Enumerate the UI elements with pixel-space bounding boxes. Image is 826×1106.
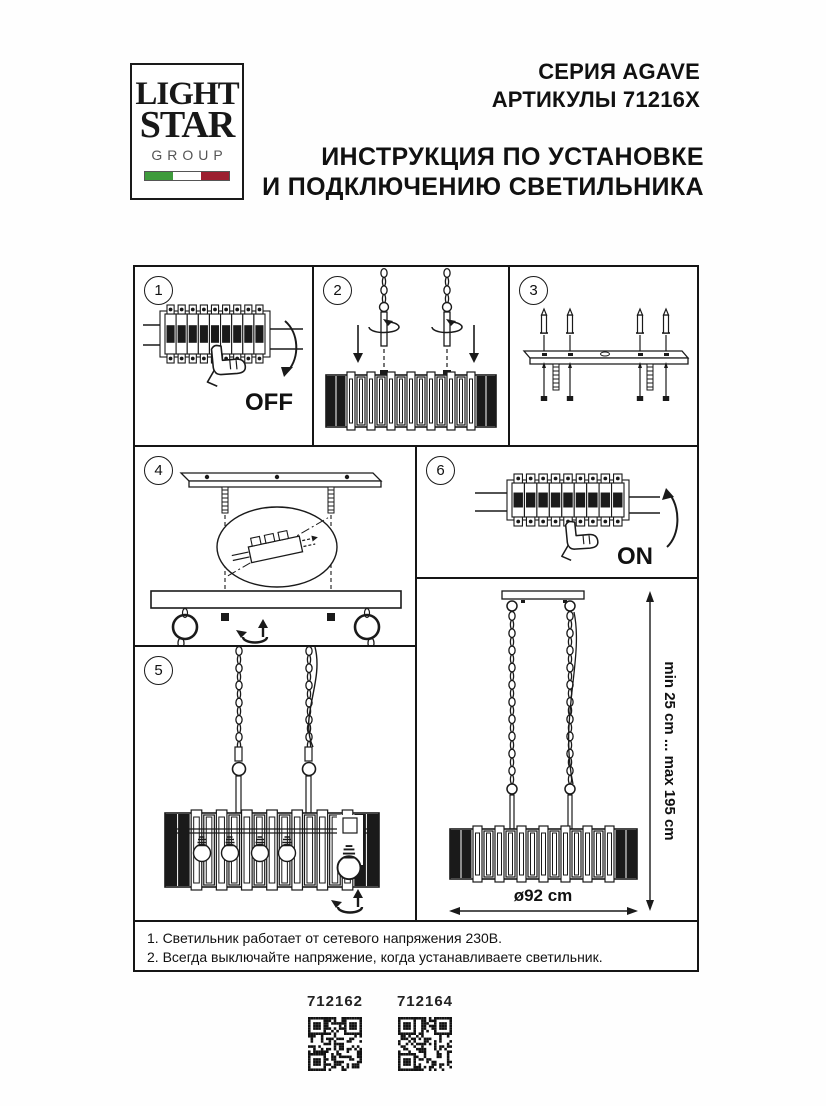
step-4-drawing xyxy=(135,447,415,645)
articles-title: АРТИКУЛЫ 71216X xyxy=(491,87,700,112)
step-panel-6 xyxy=(415,445,699,579)
logo-light-text: LIGHT xyxy=(135,76,239,112)
footer-articles xyxy=(300,993,460,1076)
on-label: ON xyxy=(617,543,653,570)
step-number-2: 2 xyxy=(323,276,352,305)
article-code: 712162 xyxy=(306,993,364,1010)
page-title xyxy=(262,142,704,202)
step-panel-1 xyxy=(133,265,314,447)
logo-group-text: GROUP xyxy=(151,147,228,163)
article-code: 712164 xyxy=(396,993,454,1010)
step-6-drawing xyxy=(417,447,697,577)
off-label: OFF xyxy=(245,389,293,416)
notes-box xyxy=(133,920,699,972)
logo-star-text: STAR xyxy=(139,104,235,146)
lightstar-logo xyxy=(130,63,244,200)
height-dimension-label: min 25 cm ... max 195 cm xyxy=(661,661,678,841)
article-column-712162 xyxy=(300,993,370,1076)
step-panel-5 xyxy=(133,645,417,922)
step-panel-4 xyxy=(133,445,417,647)
page-title-line1: ИНСТРУКЦИЯ ПО УСТАНОВКЕ xyxy=(321,143,704,171)
series-title: СЕРИЯ AGAVE xyxy=(538,59,700,84)
step-number-1: 1 xyxy=(144,276,173,305)
header-series-block xyxy=(492,58,700,114)
qr-code xyxy=(308,1017,362,1071)
qr-code xyxy=(398,1017,452,1071)
dimensions-panel xyxy=(415,577,699,922)
diameter-dimension-label: ø92 cm xyxy=(513,886,573,905)
step-number-3: 3 xyxy=(519,276,548,305)
note-line-2: 2. Всегда выключайте напряжение, когда устанавливаете светильник. xyxy=(147,949,603,965)
step-number-5: 5 xyxy=(144,656,173,685)
dimensions-drawing xyxy=(417,579,697,920)
step-number-4: 4 xyxy=(144,456,173,485)
step-number-6: 6 xyxy=(426,456,455,485)
italian-flag-bar xyxy=(144,171,230,181)
page-title-line2: И ПОДКЛЮЧЕНИЮ СВЕТИЛЬНИКА xyxy=(262,173,704,201)
article-column-712164 xyxy=(390,993,460,1076)
step-panel-3 xyxy=(508,265,699,447)
step-5-drawing xyxy=(135,647,415,920)
note-line-1: 1. Светильник работает от сетевого напряжения 230В. xyxy=(147,930,503,946)
step-panel-2 xyxy=(312,265,510,447)
